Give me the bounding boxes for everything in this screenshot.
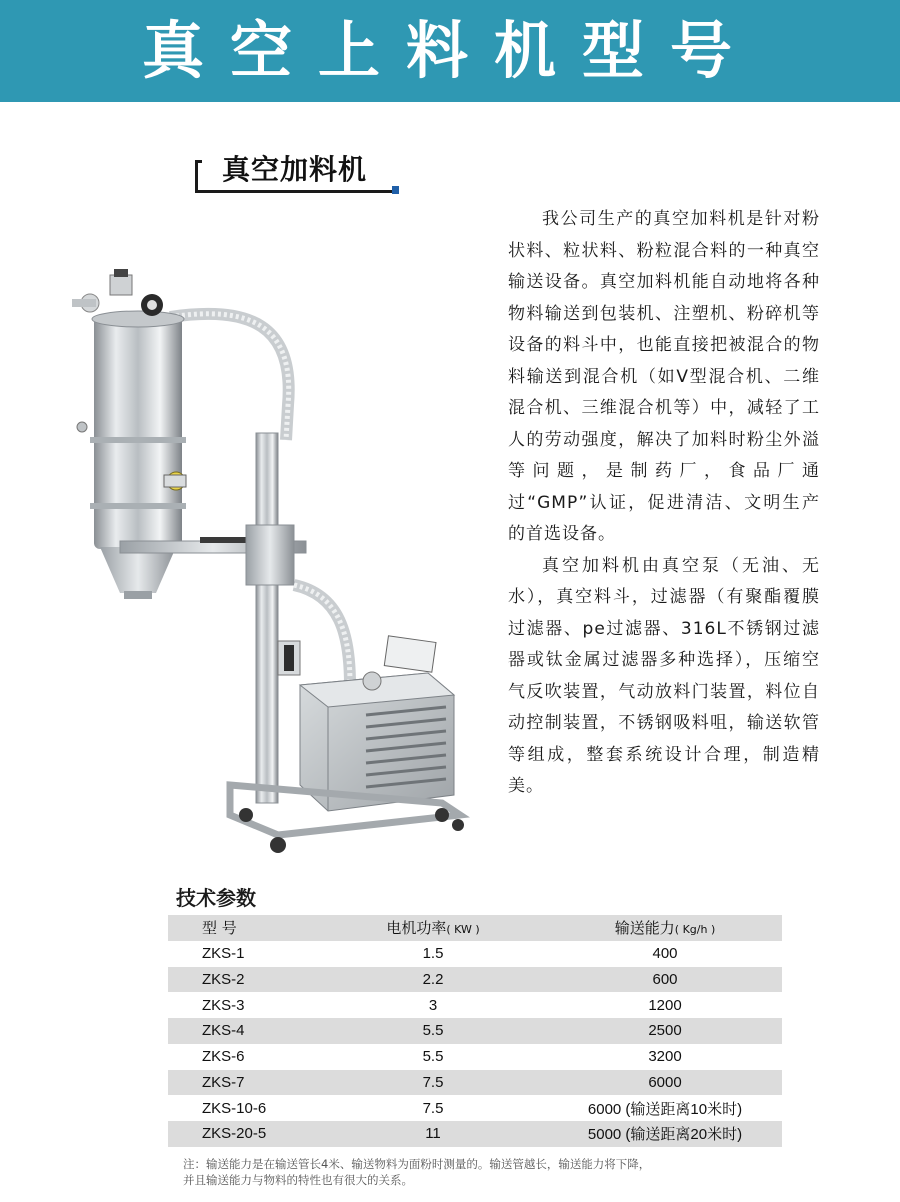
table-row <box>168 1070 782 1096</box>
cell-power: 3 <box>428 996 438 1014</box>
title-banner <box>0 0 900 102</box>
cell-capacity: 3200 <box>648 1048 682 1066</box>
table-row <box>168 1095 782 1121</box>
cell-capacity: 1200 <box>648 996 682 1014</box>
table-row <box>168 992 782 1018</box>
header-capacity <box>548 915 782 941</box>
cell-power: 5.5 <box>422 1022 444 1040</box>
footnote <box>183 1156 783 1188</box>
table-row <box>168 941 782 967</box>
cell-capacity: 2500 <box>648 1022 682 1040</box>
cell-model: ZKS-6 <box>202 1048 245 1066</box>
section-underline <box>198 190 395 193</box>
table-row <box>168 1018 782 1044</box>
cell-power: 11 <box>425 1125 441 1143</box>
product-description <box>508 204 820 803</box>
cell-capacity: 5000 (输送距离20米时) <box>587 1126 743 1144</box>
cell-power: 5.5 <box>422 1048 444 1066</box>
cell-power: 7.5 <box>422 1073 444 1091</box>
cell-capacity: 6000 <box>648 1073 682 1091</box>
specs-table <box>168 915 782 1147</box>
table-row <box>168 1044 782 1070</box>
cell-model: ZKS-7 <box>202 1073 245 1091</box>
table-row <box>168 1121 782 1147</box>
description-paragraph: 真空加料机由真空泵（无油、无水），真空料斗，过滤器（有聚酯覆膜过滤器、pe过滤器、316L不锈钢过滤器或钛金属过滤器多种选择），压缩空气反吹装置，气动放料门装置，料位自动控制装置，不锈钢吸料咀，输送软管等组成，整套系统设计合理，制造精美。 <box>508 555 820 796</box>
cell-capacity: 6000 (输送距离10米时) <box>587 1100 743 1118</box>
cell-model: ZKS-2 <box>202 970 245 988</box>
header-model: 型 号 <box>202 919 237 938</box>
specs-title: 技术参数 <box>176 886 256 910</box>
cell-power: 7.5 <box>422 1099 444 1117</box>
table-header-row <box>168 915 782 941</box>
cell-model: ZKS-4 <box>202 1022 245 1040</box>
header-capacity-unit: ( Kg/h ) <box>674 923 716 937</box>
header-power <box>318 915 548 941</box>
description-paragraph: 我公司生产的真空加料机是针对粉状料、粒状料、粉粒混合料的一种真空输送设备。真空加料机能自动地将各种物料输送到包装机、注塑机、粉碎机等设备的料斗中，也能直接把被混合的物料输送到混合机（如V型混合机、二维混合机、三维混合机等）中，减轻了工人的劳动强度，解决了加料时粉尘外溢等问题，是制药厂，食品厂通过“GMP”认证，促进清洁、文明生产的首选设备。 <box>508 209 820 544</box>
cell-model: ZKS-10-6 <box>202 1099 267 1117</box>
cell-capacity: 400 <box>652 945 678 963</box>
header-capacity-label: 输送能力 <box>614 919 675 938</box>
footnote-line: 并且输送能力与物料的特性也有很大的关系。 <box>183 1173 413 1187</box>
cell-power: 2.2 <box>422 970 444 988</box>
section-bracket <box>195 160 202 193</box>
footnote-line: 注：输送能力是在输送管长4米、输送物料为面粉时测量的。输送管越长，输送能力将下降， <box>183 1157 651 1171</box>
header-power-unit: ( KW ) <box>446 923 480 937</box>
cell-capacity: 600 <box>652 970 678 988</box>
header-power-label: 电机功率 <box>386 919 447 938</box>
page-title: 真空上料机型号 <box>141 14 758 87</box>
section-underline-marker <box>392 186 399 194</box>
cell-power: 1.5 <box>422 945 444 963</box>
cell-model: ZKS-1 <box>202 945 245 963</box>
vacuum-feeder-machine-image <box>50 255 480 865</box>
section-title: 真空加料机 <box>222 153 368 186</box>
cell-model: ZKS-3 <box>202 996 245 1014</box>
cell-model: ZKS-20-5 <box>202 1125 267 1143</box>
table-row <box>168 967 782 993</box>
